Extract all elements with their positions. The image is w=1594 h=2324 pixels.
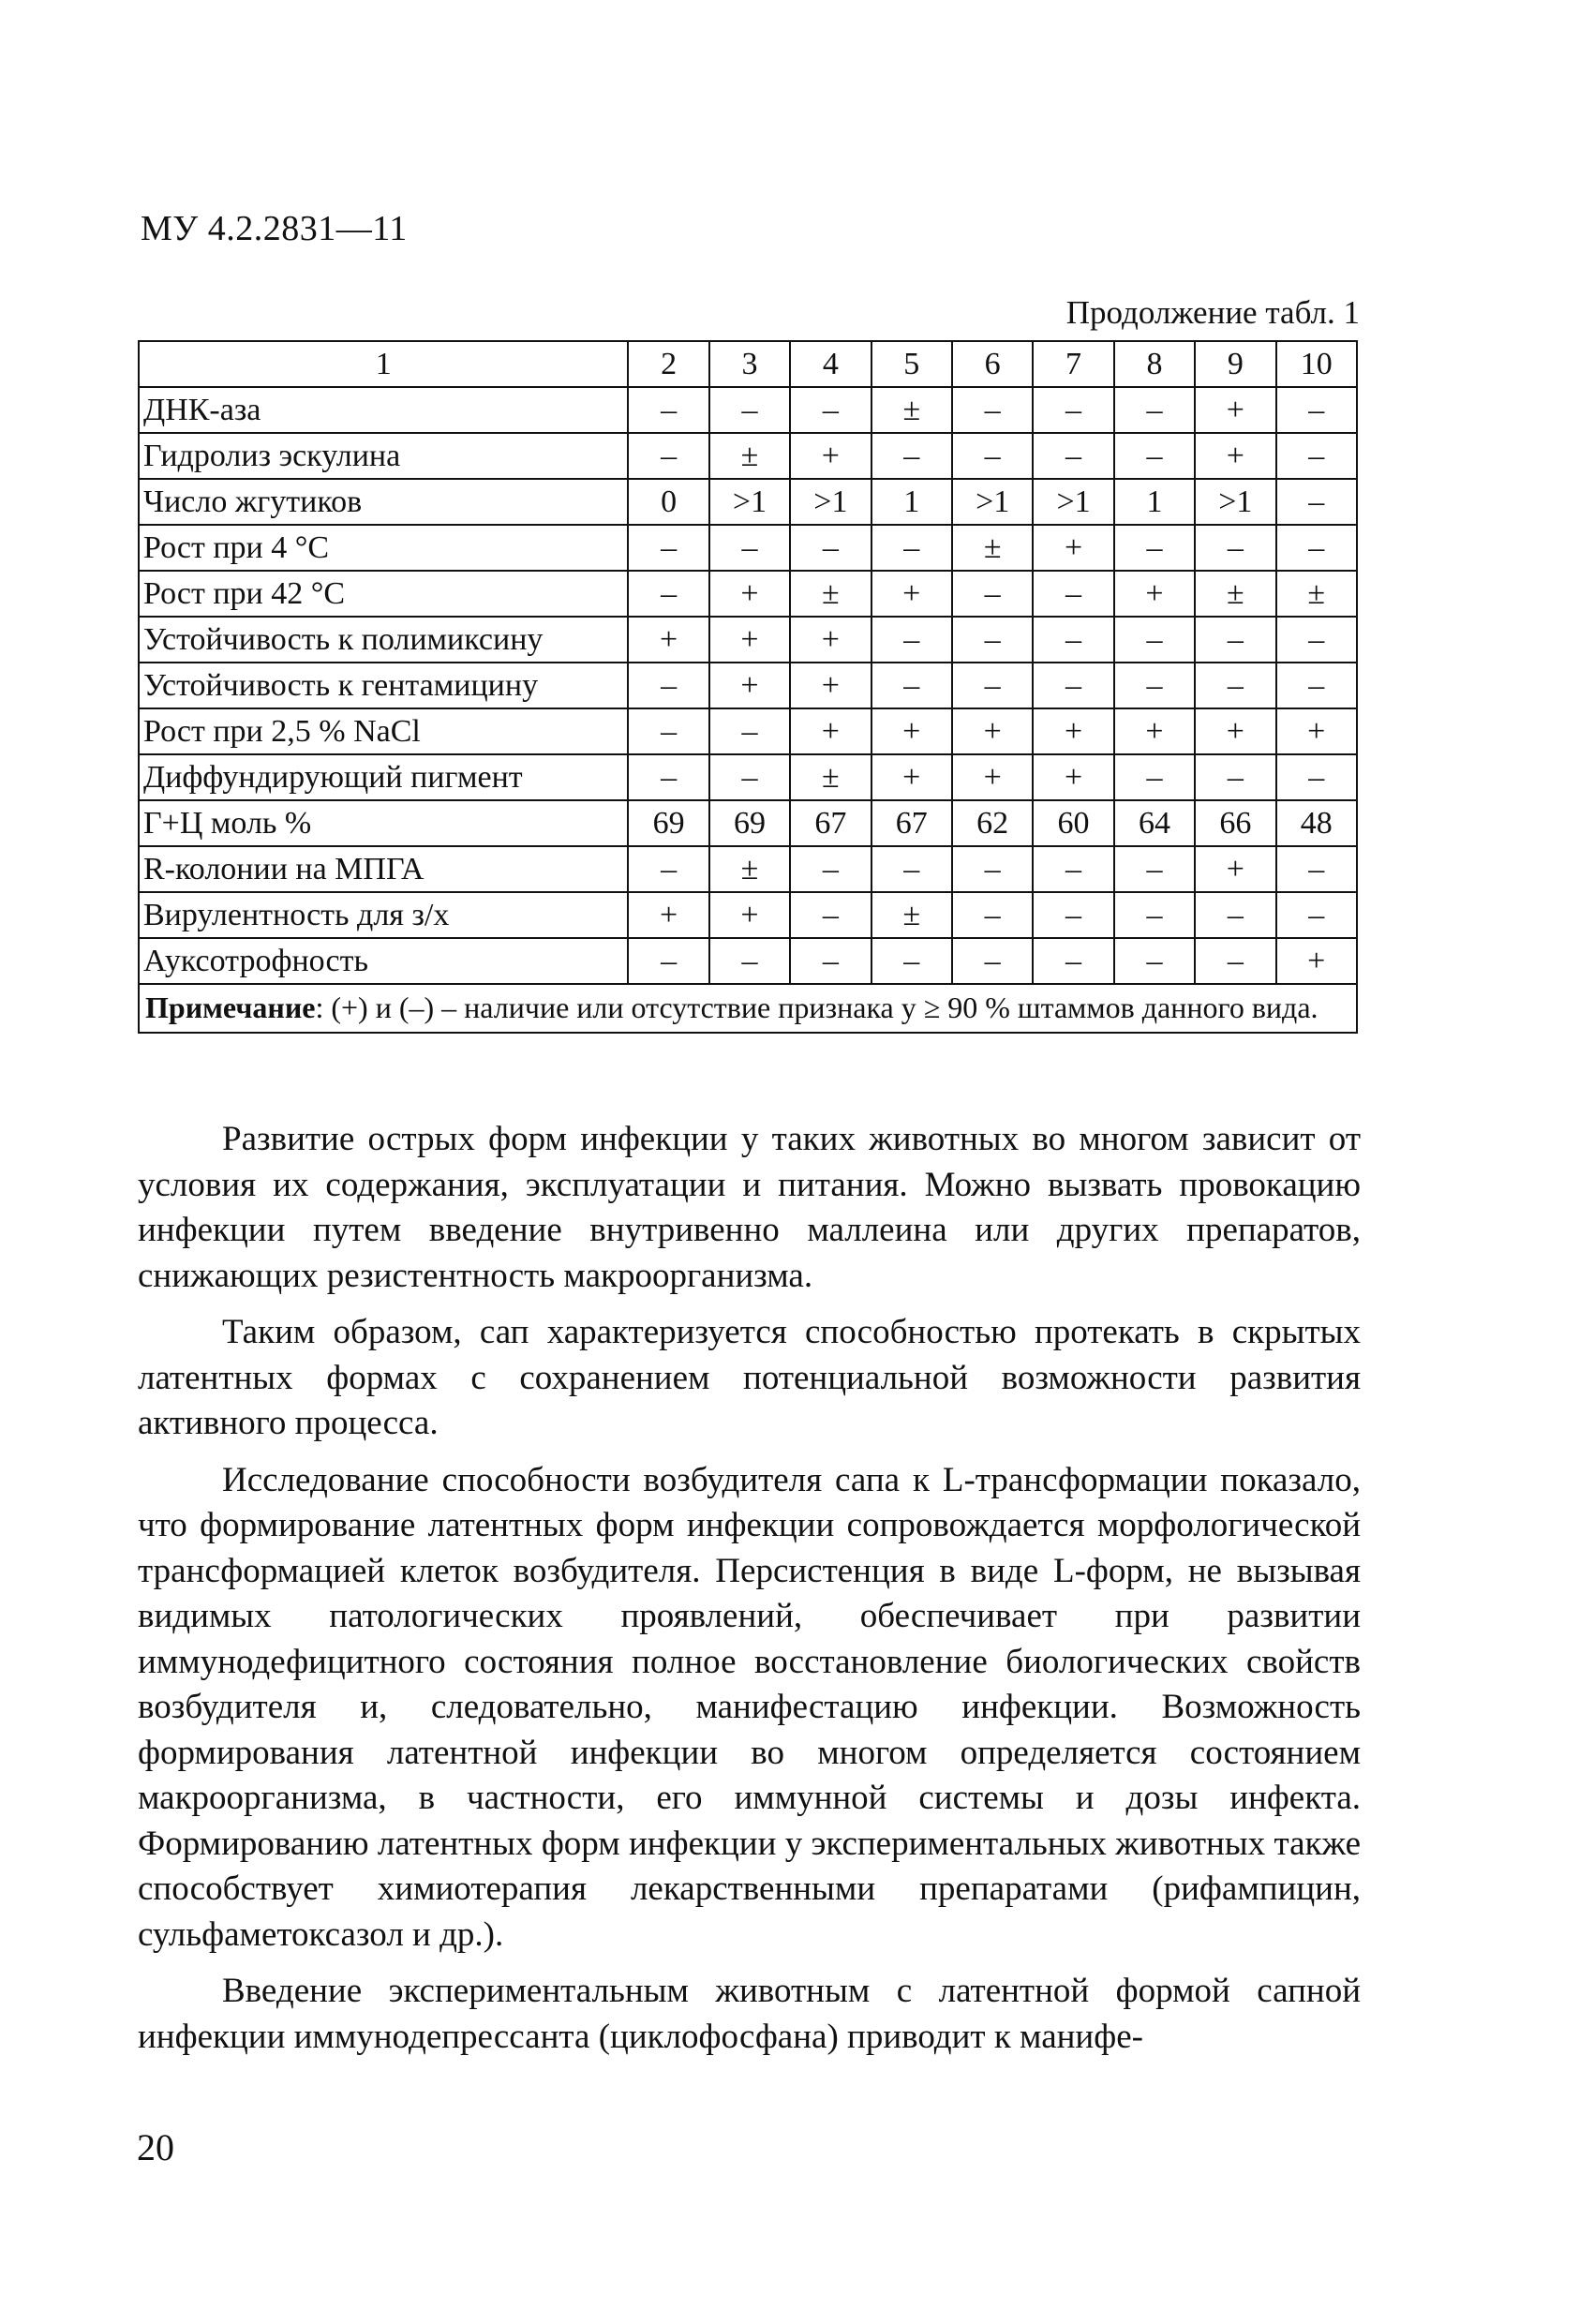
column-header: 8: [1114, 341, 1195, 387]
table-cell: –: [952, 846, 1033, 892]
table-cell: >1: [709, 479, 790, 525]
table-cell: –: [790, 846, 871, 892]
table-cell: –: [1114, 938, 1195, 984]
paragraph: Развитие острых форм инфекции у таких животных во многом зависит от условия их содержания, эксплуатации и питания. Можно вызвать провокацию инфекции путем введение внутривенно маллеина или других препаратов, снижающих резистентность макроорганизма.: [138, 1120, 1361, 1295]
table-cell: 64: [1114, 800, 1195, 846]
table-row: [139, 892, 1357, 938]
column-header: 2: [628, 341, 708, 387]
table-cell: –: [1276, 846, 1357, 892]
table-cell: –: [952, 571, 1033, 617]
table-cell: –: [709, 754, 790, 800]
document-header: МУ 4.2.2831—11: [141, 209, 408, 248]
table-cell: +: [790, 708, 871, 754]
table-cell: –: [628, 708, 708, 754]
table-cell: –: [1276, 754, 1357, 800]
row-label: Рост при 2,5 % NaCl: [139, 708, 628, 754]
table-cell: –: [1276, 479, 1357, 525]
table-cell: –: [1276, 433, 1357, 479]
column-header: 10: [1276, 341, 1357, 387]
table-cell: +: [952, 708, 1033, 754]
table-cell: –: [1195, 525, 1275, 571]
table-cell: –: [1114, 846, 1195, 892]
row-label: Число жгутиков: [139, 479, 628, 525]
table-row: [139, 617, 1357, 663]
table-cell: –: [790, 525, 871, 571]
table-cell: –: [871, 433, 952, 479]
table-cell: ±: [871, 892, 952, 938]
table-cell: –: [790, 938, 871, 984]
table-cell: –: [1276, 617, 1357, 663]
table-cell: >1: [952, 479, 1033, 525]
table-header-row: [139, 341, 1357, 387]
table-cell: –: [952, 663, 1033, 708]
table-row: [139, 571, 1357, 617]
table-cell: +: [1195, 846, 1275, 892]
row-label: Рост при 42 °С: [139, 571, 628, 617]
table-cell: 62: [952, 800, 1033, 846]
table-cell: +: [628, 892, 708, 938]
table-row: [139, 387, 1357, 433]
table-row: [139, 479, 1357, 525]
table-cell: –: [1195, 938, 1275, 984]
table-cell: ±: [790, 571, 871, 617]
table-cell: –: [709, 525, 790, 571]
table-cell: +: [1195, 708, 1275, 754]
table-cell: 60: [1033, 800, 1113, 846]
traits-table-body: [139, 341, 1357, 1033]
table-cell: –: [628, 571, 708, 617]
table-cell: –: [1033, 617, 1113, 663]
table-cell: –: [628, 846, 708, 892]
table-cell: +: [709, 571, 790, 617]
table-cell: +: [709, 617, 790, 663]
table-row: [139, 754, 1357, 800]
table-cell: –: [628, 754, 708, 800]
traits-table: [138, 340, 1358, 1034]
table-cell: ±: [1276, 571, 1357, 617]
column-header: 7: [1033, 341, 1113, 387]
row-label: Устойчивость к гентамицину: [139, 663, 628, 708]
table-cell: +: [1114, 571, 1195, 617]
table-row: [139, 663, 1357, 708]
table-cell: ±: [952, 525, 1033, 571]
table-cell: +: [1276, 938, 1357, 984]
table-note: [139, 984, 1357, 1033]
row-label: ДНК-аза: [139, 387, 628, 433]
table-cell: –: [628, 433, 708, 479]
table-cell: –: [1276, 387, 1357, 433]
table-cell: –: [628, 663, 708, 708]
table-cell: +: [1033, 754, 1113, 800]
table-cell: ±: [1195, 571, 1275, 617]
table-cell: +: [790, 617, 871, 663]
table-cell: –: [1195, 663, 1275, 708]
table-cell: –: [1114, 433, 1195, 479]
table-cell: ±: [709, 846, 790, 892]
row-label: Диффундирующий пигмент: [139, 754, 628, 800]
table-cell: –: [709, 387, 790, 433]
table-cell: 69: [709, 800, 790, 846]
table-cell: –: [952, 387, 1033, 433]
table-cell: +: [1033, 708, 1113, 754]
table-row: [139, 433, 1357, 479]
table-cell: +: [952, 754, 1033, 800]
table-cell: –: [871, 938, 952, 984]
table-cell: 0: [628, 479, 708, 525]
table-cell: +: [871, 754, 952, 800]
table-cell: 69: [628, 800, 708, 846]
table-caption: Продолжение табл. 1: [1065, 294, 1360, 331]
row-label: Устойчивость к полимиксину: [139, 617, 628, 663]
table-cell: –: [952, 433, 1033, 479]
table-cell: 1: [871, 479, 952, 525]
table-cell: ±: [709, 433, 790, 479]
table-cell: –: [1114, 525, 1195, 571]
table-cell: 48: [1276, 800, 1357, 846]
note-text: : (+) и (–) – наличие или отсутствие признака у ≥ 90 % штаммов данного вида.: [315, 991, 1318, 1024]
table-cell: –: [1033, 938, 1113, 984]
column-header: 4: [790, 341, 871, 387]
table-cell: –: [628, 938, 708, 984]
table-cell: +: [709, 892, 790, 938]
row-label: Вирулентность для з/х: [139, 892, 628, 938]
table-row: [139, 938, 1357, 984]
table-cell: –: [1195, 892, 1275, 938]
table-cell: –: [1195, 754, 1275, 800]
column-header: 5: [871, 341, 952, 387]
table-cell: –: [1114, 387, 1195, 433]
table-cell: –: [1033, 892, 1113, 938]
paragraph: Исследование способности возбудителя сапа к L-трансформации показало, что формирование латентных форм инфекции сопровождается морфологической трансформацией клеток возбудителя. Персистенция в виде L-форм, не вызывая видимых патологических проявлений, обеспечивает при развитии иммунодефицитного состояния полное восстановление биологических свойств возбудителя и, следовательно, манифестацию инфекции. Возможность формирования латентной инфекции во многом определяется состоянием макроорганизма, в частности, его иммунной системы и дозы инфекта. Формированию латентных форм инфекции у экспериментальных животных также способствует химиотерапия лекарственными препаратами (рифампицин, сульфаметоксазол и др.).: [138, 1460, 1361, 1954]
table-cell: –: [871, 846, 952, 892]
table-cell: 67: [790, 800, 871, 846]
row-label: Гидролиз эскулина: [139, 433, 628, 479]
table-cell: –: [1114, 617, 1195, 663]
row-label: R-колонии на МПГА: [139, 846, 628, 892]
table-cell: +: [790, 663, 871, 708]
page-number: 20: [137, 2126, 174, 2168]
table-cell: –: [1033, 571, 1113, 617]
row-label: Г+Ц моль %: [139, 800, 628, 846]
table-cell: –: [871, 663, 952, 708]
table-cell: –: [1033, 663, 1113, 708]
table-cell: –: [709, 938, 790, 984]
table-cell: +: [790, 433, 871, 479]
table-cell: –: [1276, 663, 1357, 708]
paragraph: Введение экспериментальным животным с латентной формой сапной инфекции иммунодепрессанта (циклофосфана) приводит к манифе-: [138, 1972, 1361, 2056]
column-header: 3: [709, 341, 790, 387]
table-cell: +: [871, 571, 952, 617]
table-cell: –: [628, 525, 708, 571]
table-cell: +: [1195, 387, 1275, 433]
table-cell: 67: [871, 800, 952, 846]
table-cell: –: [1276, 892, 1357, 938]
table-cell: >1: [1033, 479, 1113, 525]
column-header: 9: [1195, 341, 1275, 387]
column-header: 1: [139, 341, 628, 387]
table-cell: –: [1033, 387, 1113, 433]
table-row: [139, 525, 1357, 571]
table-note-row: [139, 984, 1357, 1033]
table-cell: –: [1195, 617, 1275, 663]
table-cell: –: [1114, 754, 1195, 800]
table-cell: –: [1114, 892, 1195, 938]
paragraph: Таким образом, сап характеризуется способностью протекать в скрытых латентных формах с сохранением потенциальной возможности развития активного процесса.: [138, 1313, 1361, 1442]
table-cell: –: [1033, 433, 1113, 479]
row-label: Рост при 4 °С: [139, 525, 628, 571]
table-cell: ±: [871, 387, 952, 433]
column-header: 6: [952, 341, 1033, 387]
table-cell: +: [709, 663, 790, 708]
table-cell: –: [1033, 846, 1113, 892]
table-cell: ±: [790, 754, 871, 800]
table-cell: 66: [1195, 800, 1275, 846]
table-cell: >1: [790, 479, 871, 525]
table-cell: –: [1114, 663, 1195, 708]
table-cell: –: [952, 892, 1033, 938]
table-cell: +: [871, 708, 952, 754]
table-cell: –: [1276, 525, 1357, 571]
table-cell: –: [790, 892, 871, 938]
table-cell: –: [871, 525, 952, 571]
table-cell: +: [628, 617, 708, 663]
table-cell: +: [1033, 525, 1113, 571]
table-cell: +: [1114, 708, 1195, 754]
body-text: [138, 1117, 1361, 2071]
table-cell: –: [952, 617, 1033, 663]
table-cell: –: [790, 387, 871, 433]
table-row: [139, 846, 1357, 892]
table-row: [139, 800, 1357, 846]
table-cell: –: [952, 938, 1033, 984]
note-label: Примечание: [145, 991, 316, 1024]
table-cell: 1: [1114, 479, 1195, 525]
table-cell: +: [1276, 708, 1357, 754]
table-cell: +: [1195, 433, 1275, 479]
table-cell: –: [871, 617, 952, 663]
row-label: Ауксотрофность: [139, 938, 628, 984]
table-cell: –: [628, 387, 708, 433]
table-row: [139, 708, 1357, 754]
table-cell: –: [709, 708, 790, 754]
table-cell: >1: [1195, 479, 1275, 525]
